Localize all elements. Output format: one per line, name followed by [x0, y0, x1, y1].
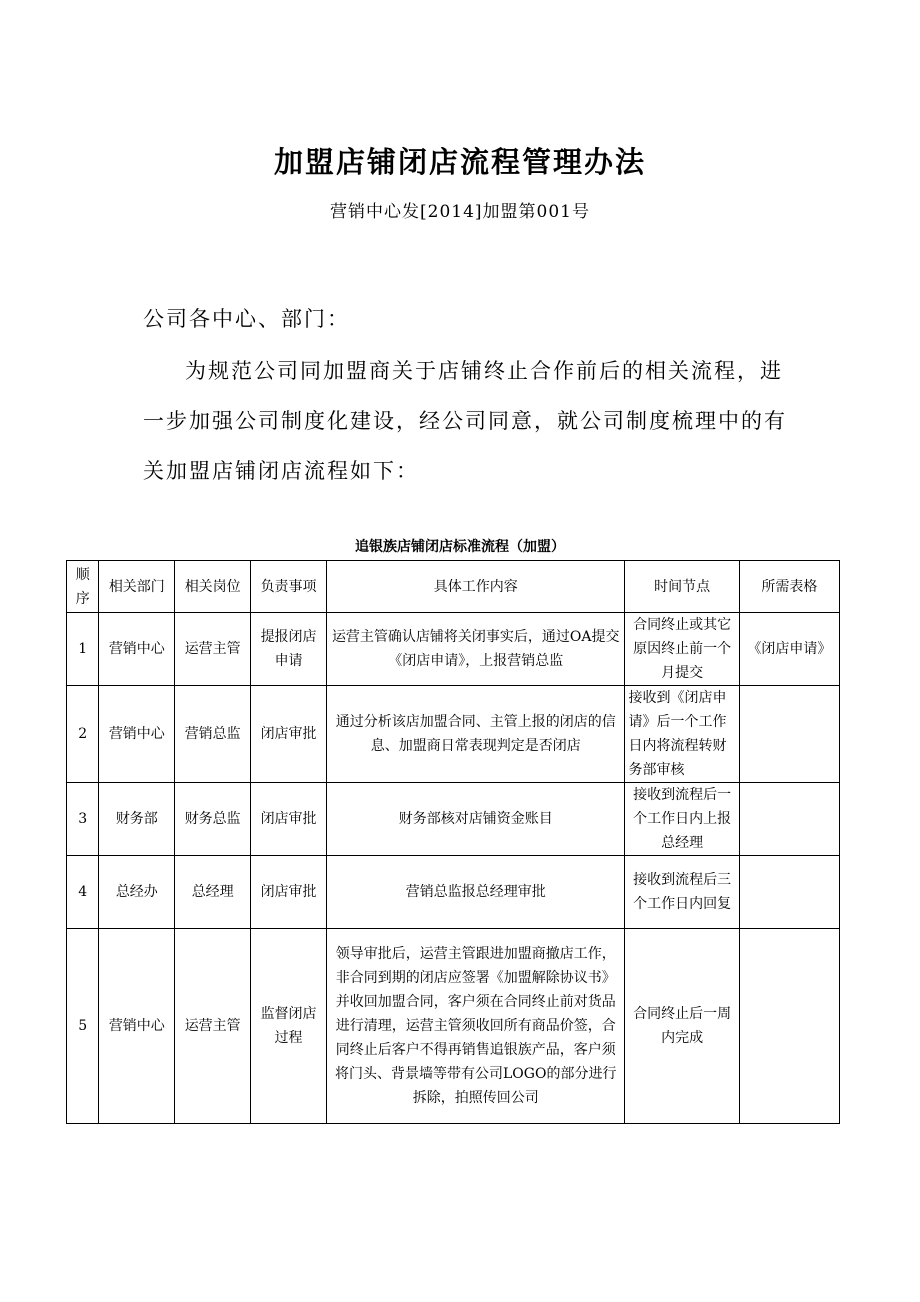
- cell-department: 营销中心: [99, 929, 175, 1124]
- header-responsibility: 负责事项: [251, 561, 327, 613]
- header-time-node: 时间节点: [625, 561, 739, 613]
- table-header-row: [67, 561, 840, 613]
- cell-order: 4: [67, 856, 99, 929]
- table-row: [67, 686, 840, 783]
- cell-position: 运营主管: [175, 613, 251, 686]
- table-row: [67, 929, 840, 1124]
- cell-order: 1: [67, 613, 99, 686]
- process-table: [66, 560, 840, 1124]
- cell-position: 财务总监: [175, 783, 251, 856]
- cell-forms: [739, 686, 839, 783]
- cell-responsibility: 闭店审批: [251, 783, 327, 856]
- cell-forms: [739, 783, 839, 856]
- table-row: [67, 856, 840, 929]
- cell-time-node: 接收到《闭店申请》后一个工作日内将流程转财务部审核: [625, 686, 739, 783]
- table-row: [67, 613, 840, 686]
- cell-time-node: 接收到流程后三个工作日内回复: [625, 856, 739, 929]
- header-forms: 所需表格: [739, 561, 839, 613]
- header-position: 相关岗位: [175, 561, 251, 613]
- table-row: [67, 783, 840, 856]
- cell-work-content: 通过分析该店加盟合同、主管上报的闭店的信息、加盟商日常表现判定是否闭店: [327, 686, 625, 783]
- cell-department: 总经办: [99, 856, 175, 929]
- cell-forms: [739, 856, 839, 929]
- header-work-content: 具体工作内容: [327, 561, 625, 613]
- table-caption: 追银族店铺闭店标准流程（加盟）: [355, 539, 565, 555]
- cell-order: 5: [67, 929, 99, 1124]
- cell-responsibility: 闭店审批: [251, 686, 327, 783]
- cell-forms: 《闭店申请》: [739, 613, 839, 686]
- cell-time-node: 合同终止后一周内完成: [625, 929, 739, 1124]
- cell-forms: [739, 929, 839, 1124]
- cell-work-content: 营销总监报总经理审批: [327, 856, 625, 929]
- cell-work-content: 财务部核对店铺资金账目: [327, 783, 625, 856]
- cell-position: 总经理: [175, 856, 251, 929]
- document-number: 营销中心发[2014]加盟第001号: [330, 202, 590, 222]
- cell-order: 3: [67, 783, 99, 856]
- cell-responsibility: 闭店审批: [251, 856, 327, 929]
- cell-work-content: 运营主管确认店铺将关闭事实后，通过OA提交《闭店申请》，上报营销总监: [327, 613, 625, 686]
- salutation: 公司各中心、部门：: [143, 307, 350, 331]
- cell-position: 营销总监: [175, 686, 251, 783]
- cell-department: 营销中心: [99, 613, 175, 686]
- document-title: 加盟店铺闭店流程管理办法: [273, 145, 646, 179]
- cell-responsibility: 提报闭店申请: [251, 613, 327, 686]
- cell-position: 运营主管: [175, 929, 251, 1124]
- header-department: 相关部门: [99, 561, 175, 613]
- cell-time-node: 接收到流程后一个工作日内上报总经理: [625, 783, 739, 856]
- cell-order: 2: [67, 686, 99, 783]
- cell-time-node: 合同终止或其它原因终止前一个月提交: [625, 613, 739, 686]
- cell-department: 营销中心: [99, 686, 175, 783]
- body-paragraph: 为规范公司同加盟商关于店铺终止合作前后的相关流程，进一步加强公司制度化建设，经公司同意，就公司制度梳理中的有关加盟店铺闭店流程如下：: [143, 359, 787, 483]
- cell-department: 财务部: [99, 783, 175, 856]
- cell-work-content: 领导审批后，运营主管跟进加盟商撤店工作，非合同到期的闭店应签署《加盟解除协议书》并收回加盟合同，客户须在合同终止前对货品进行清理，运营主管须收回所有商品价签，合同终止后客户不得再销售追银族产品，客户须将门头、背景墙等带有公司LOGO的部分进行拆除，拍照传回公司: [327, 929, 625, 1124]
- header-order: 顺序: [67, 561, 99, 613]
- cell-responsibility: 监督闭店过程: [251, 929, 327, 1124]
